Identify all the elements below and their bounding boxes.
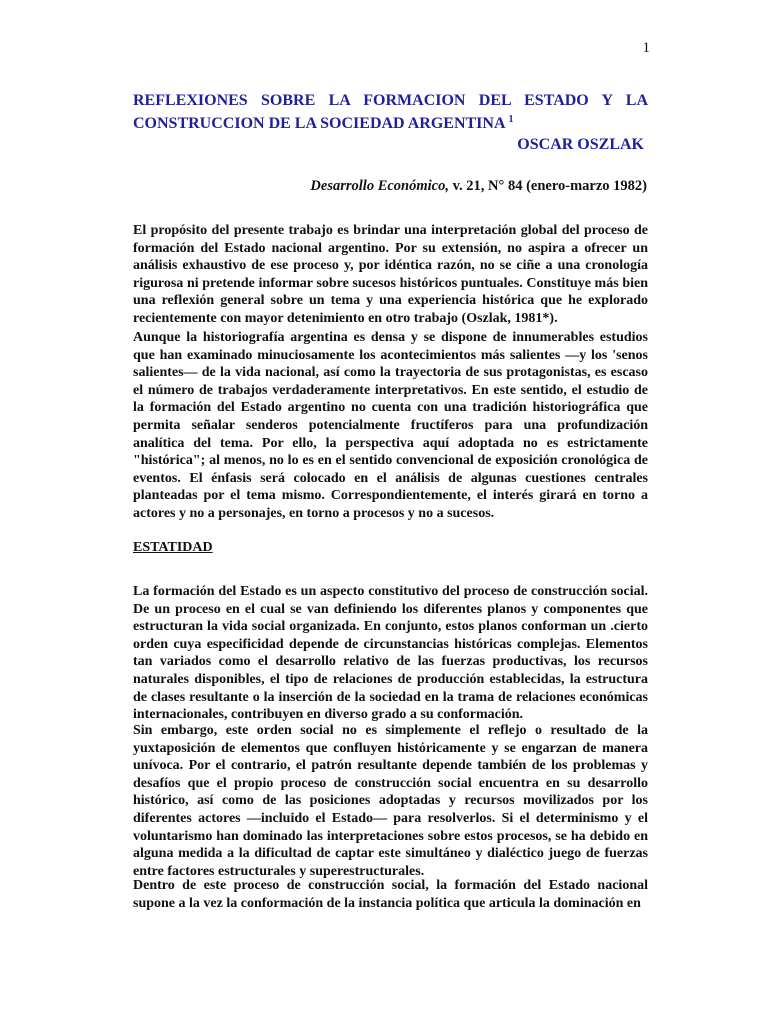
section-heading-estatidad: ESTATIDAD [133, 540, 213, 555]
author-name: OSCAR OSZLAK [517, 136, 644, 153]
paragraph-state-formation: La formación del Estado es un aspecto constitutivo del proceso de construcción social. De un proceso en el cual se van definiendo los diferentes planos y componentes que estructuran la vida social organizada. En conjunto, estos planos conforman un .cierto orden cuya especificidad depende de circunstancias históricas complejas. Elementos tan variados como el desarrollo relativo de las fuerzas productivas, los recursos naturales disponibles, el tipo de relaciones de producción establecidas, la estructura de clases resultante o la inserción de la sociedad en la trama de relaciones económicas internacionales, contribuyen en diverso grado a su conformación. [133, 584, 648, 723]
document-title [133, 91, 648, 133]
paragraph-social-order: Sin embargo, este orden social no es simplemente el reflejo o resultado de la yuxtaposición de elementos que confluyen históricamente y se engarzan de manera unívoca. Por el contrario, el patrón resultante depende también de los problemas y desafíos que el propio proceso de construcción social encuentra en su desarrollo histórico, así como de las posiciones adoptadas y recursos movilizados por los diferentes actores —incluido el Estado— para resolverlos. Si el determinismo y el voluntarismo han dominado las interpretaciones sobre estos procesos, se ha debido en alguna medida a la dificultad de captar este simultáneo y dialéctico juego de fuerzas entre factores estructurales y superestructurales. [133, 723, 648, 879]
paragraph-historiography: Aunque la historiografía argentina es densa y se dispone de innumerables estudios que han examinado minuciosamente los acontecimientos más salientes —y los 'senos salientes— de la vida nacional, así como la trayectoria de sus protagonistas, es escaso el número de trabajos verdaderamente interpretativos. En este sentido, el estudio de la formación del Estado argentino no cuenta con una tradición historiográfica que permita señalar senderos potencialmente fructíferos para una profundización analítica del tema. Por ello, la perspectiva aquí adoptada no es estrictamente "histórica"; al menos, no lo es en el sentido convencional de exposición cronológica de eventos. El énfasis será colocado en el análisis de algunas cuestiones centrales planteadas por el tema mismo. Correspondientemente, el interés girará en torno a actores y no a personajes, en torno a procesos y no a sucesos. [133, 330, 648, 521]
footnote-marker[interactable]: 1 [508, 114, 514, 125]
paragraph-intro: El propósito del presente trabajo es brindar una interpretación global del proceso de formación del Estado nacional argentino. Por su extensión, no aspira a ofrecer un análisis exhaustivo de ese proceso y, por idéntica razón, no se ciñe a una cronología rigurosa ni pretende informar sobre sucesos históricos puntuales. Constituye más bien una reflexión general sobre un tema y una experiencia histórica que he explorado recientemente con mayor detenimiento en otro trabajo (Oszlak, 1981*). [133, 223, 648, 326]
journal-citation [310, 178, 647, 195]
journal-name: Desarrollo Económico, [310, 178, 449, 194]
page-number: 1 [642, 40, 650, 56]
title-text: REFLEXIONES SOBRE LA FORMACION DEL ESTADO Y LA CONSTRUCCION DE LA SOCIEDAD ARGENTINA [133, 92, 648, 132]
citation-details: v. 21, N° 84 (enero-marzo 1982) [452, 178, 647, 194]
paragraph-national-state: Dentro de este proceso de construcción social, la formación del Estado nacional supone a la vez la conformación de la instancia política que articula la dominación en [133, 878, 648, 911]
